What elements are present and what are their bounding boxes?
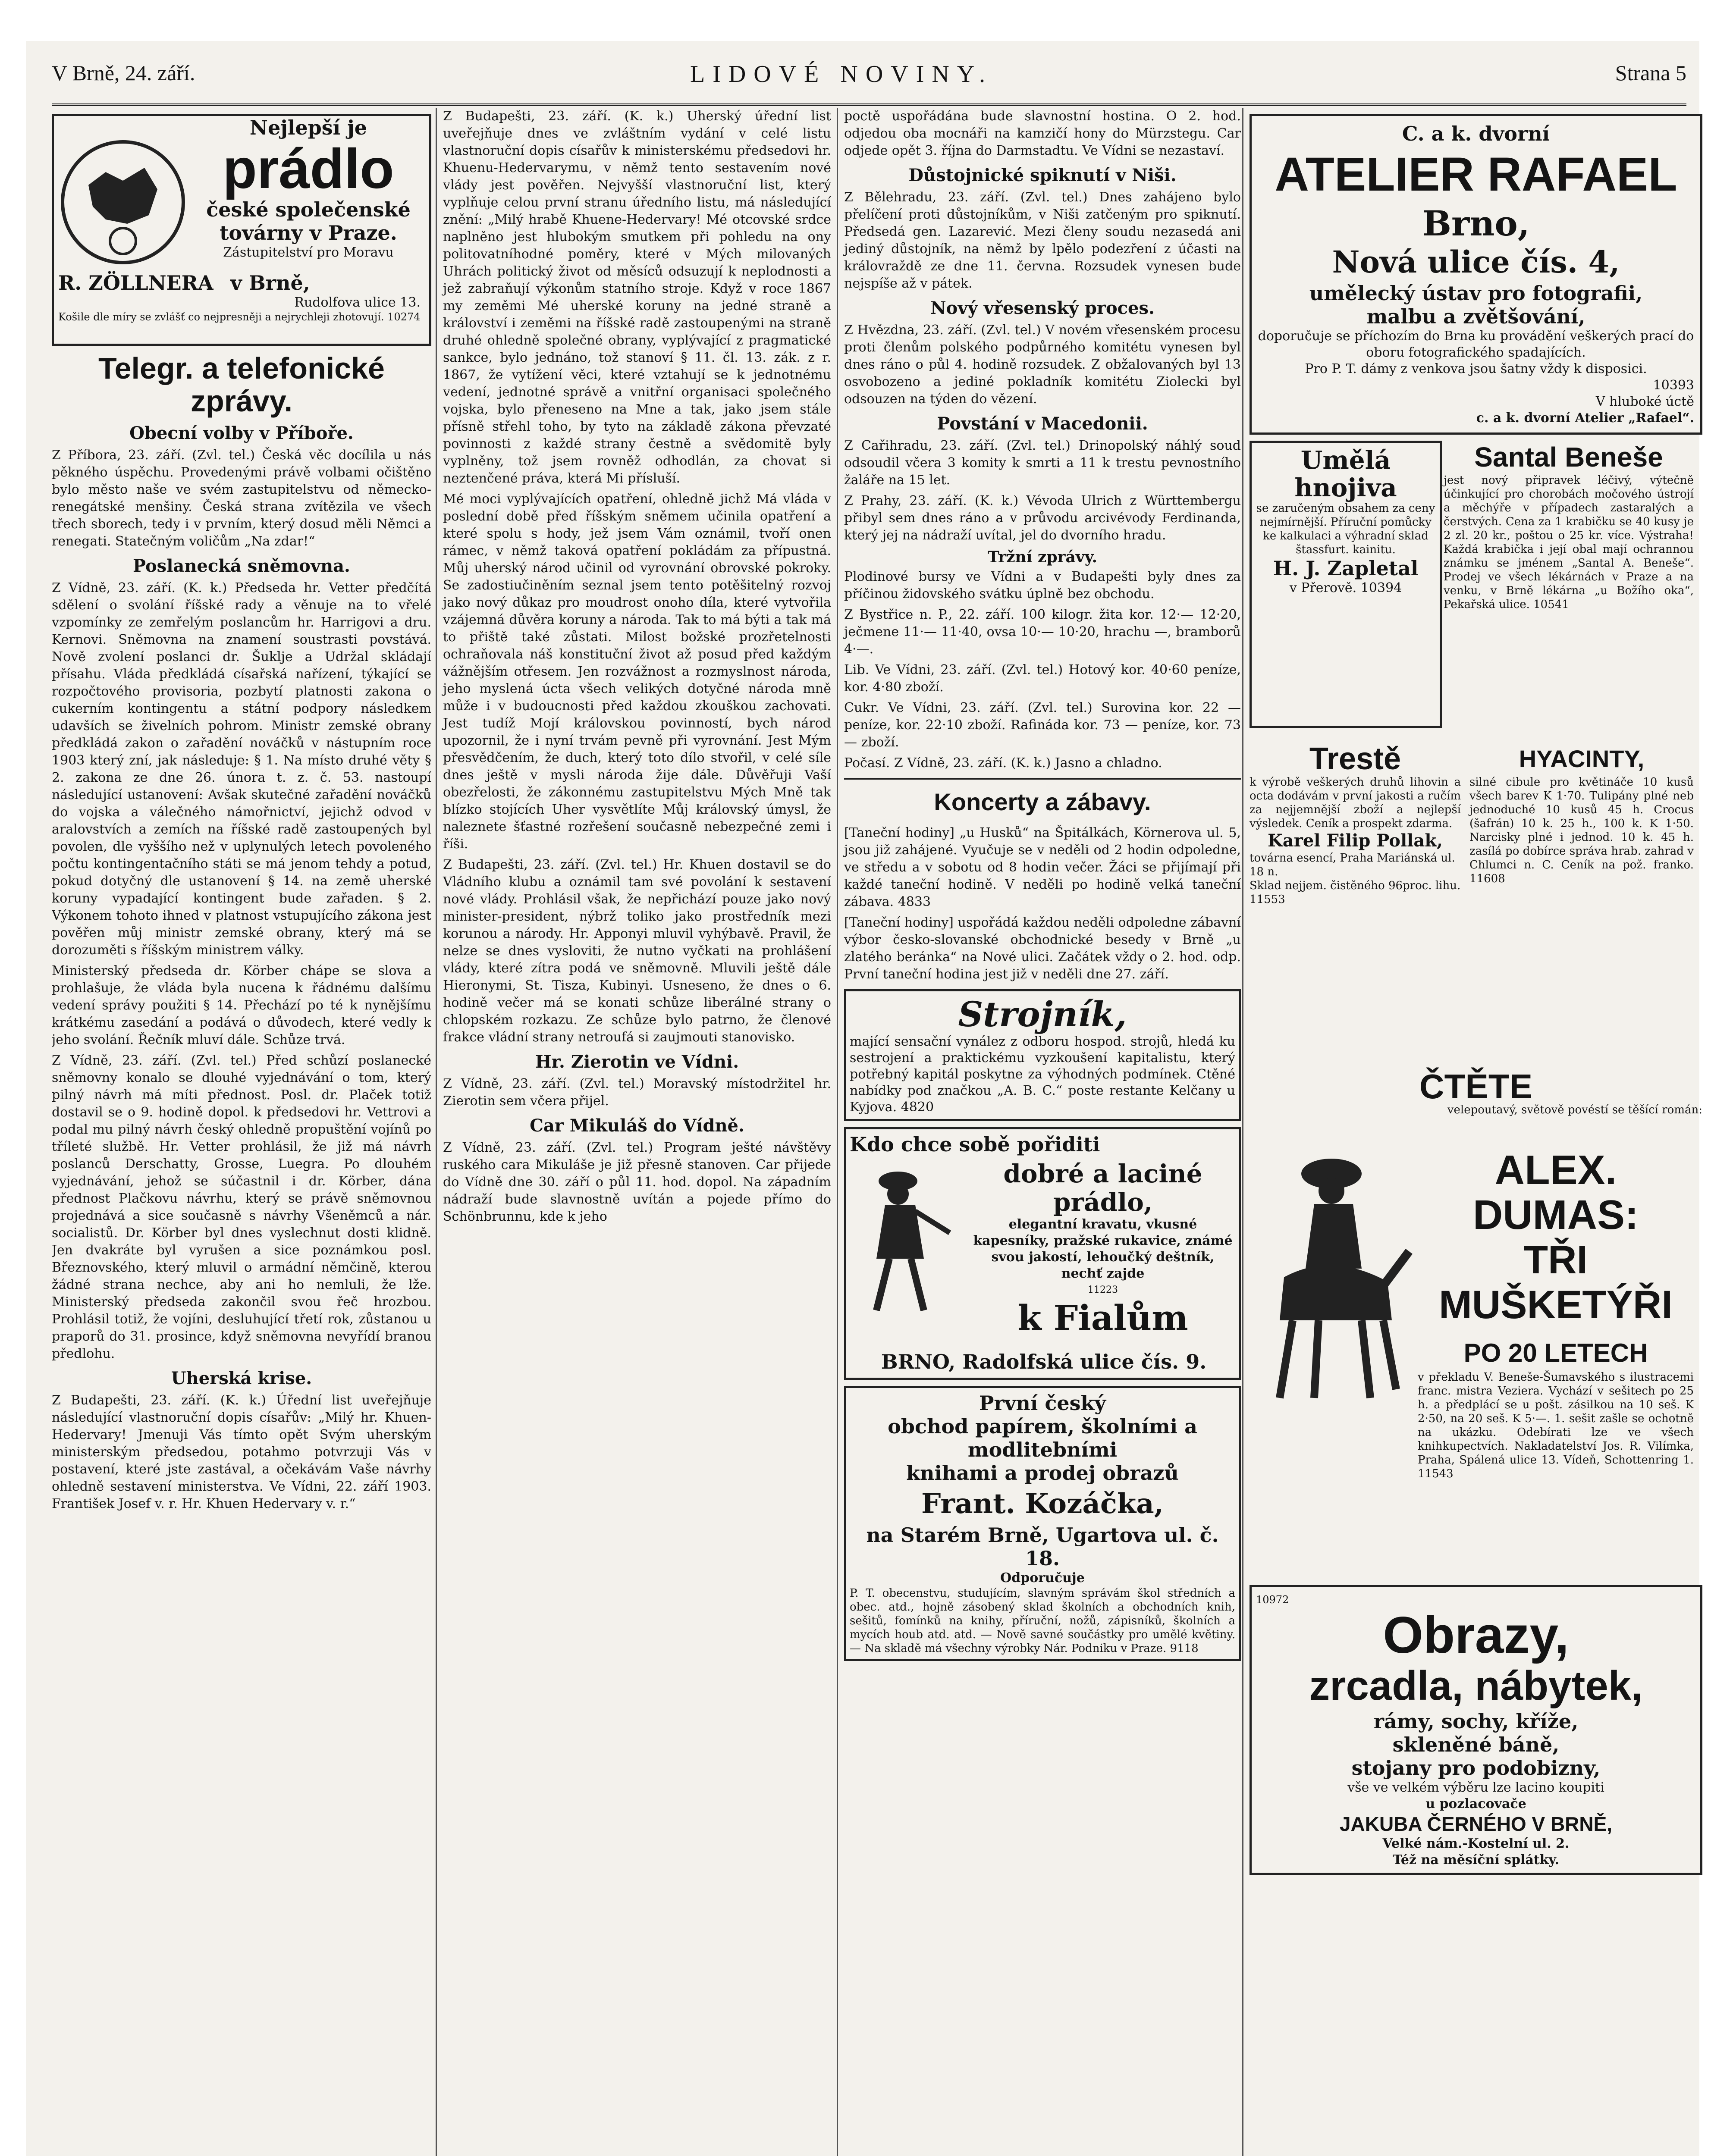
ad-hnojiva-name: H. J. Zapletal bbox=[1273, 557, 1419, 580]
article-trzni-4: Cukr. Ve Vídni, 23. září. (Zvl. tel.) Surovina kor. 22 — peníze, kor. 22·10 zboží. Rafináda kor. 73 — peníze, kor. 73 — zboží. bbox=[844, 700, 1241, 750]
ad-cerny-t2: zrcadla, nábytek, bbox=[1309, 1663, 1643, 1709]
article-trzni-2: Z Bystřice n. P., 22. září. 100 kilogr. žita kor. 12·— 12·20, ječmene 11·— 11·40, ovsa 10·— 10·20, hrachu —, bramborů 4·—. bbox=[844, 607, 1241, 657]
ad-rafael-line1: C. a k. dvorní bbox=[1402, 122, 1550, 145]
article-poslanecka-1: Z Vídně, 23. září. (K. k.) Předseda hr. Vetter předčítá sdělení o svolání říšské rady a věnuje na to vřelé vzpomínky ze zemřelým poslancům hr. Harrigovi a dru. Kernovi. Sněmovna na znamení soustrasti povstává. Nově zvolení poslanci dr. Šuklje a Udržal skládají přísahu. Vláda předkládá císařská nařízení, týkající se rozpočtového provisoria, pozbytí platnosti zakona o cukerním kontingentu a státní podpory následkem udavších se živelních pohrom. Ministr zemské obrany předkládá zakon o zařadění nováčků v nástupním roce 1903 který zní, jak následuje: § 1. Na místo druhé věty § 2. zakona ze dne 26. února t. z. č. 53. nastoupí následující ustanovení: Avšak skutečné zařadění nováčků do vojska a válečného námořnictví, jejichž odvod v aralovstvích a zemích na říšské radě zastoupených byl povolen, dle vyššího než v uplynulých letech povoleného počtu kontingentačního státi se má jenom tehdy a potud, pokud dotyčný dle ustanovení § 14. na země uherské koruny vypadající kontingent bude zařaden. § 2. Výkonem tohoto ihned v platnost vstupujícího zákona jest pověřen můj ministr zemské obrany, který má se dorozuměti s říšským ministrem války. bbox=[52, 580, 431, 958]
headline-zierotin: Hr. Zierotin ve Vídni. bbox=[535, 1052, 739, 1072]
ad-dumas-sub: velepoutavý, světově povéstí se těšící román: bbox=[1447, 1103, 1702, 1116]
ad-fialum-items: elegantní kravatu, vkusné kapesníky, pražské rukavice, známé svou jakostí, lehoučký deštník, nechť zajde bbox=[973, 1217, 1233, 1281]
notice-tanecni-2: [Taneční hodiny] uspořádá každou neděli odpoledne zábavní výbor česko-slovanské obchodnické besedy v Brně „u zlatého beránka“ na Nové ulici. Začátek vždy o 2. hod. odp. První taneční hodina jest již v neděli dne 27. září. bbox=[844, 915, 1241, 982]
ad-cerny-t7: u pozlacovače bbox=[1425, 1796, 1526, 1811]
musketeer-on-horse-illustration-icon bbox=[1250, 1139, 1413, 1407]
ad-kozacek-t2: obchod papírem, školními a modlitebními bbox=[888, 1415, 1197, 1461]
ad-zollner-title2: prádlo bbox=[223, 137, 394, 200]
ad-rafael-sign1: V hluboké úctě bbox=[1595, 394, 1694, 409]
ad-treste-addr2: Sklad nejjem. čistěného 96proc. lihu. 11553 bbox=[1250, 879, 1461, 906]
ad-rafael-title: ATELIER RAFAEL bbox=[1275, 148, 1677, 201]
article-budapest-3: Z Budapešti, 23. září. (Zvl. tel.) Hr. Khuen dostavil se do Vládního klubu a oznámil tam své povolání k sestavení nové vlády. Prohlásil však, že nepřichází pouze jako nový minister-president, nýbrž toliko jako prostředník mezi korunou a národy. Hr. Apponyi mluvil vyhýbavě. Pravil, že nelze se dnes vysloviti, že nutno vyčkati na prohlášení vlády, které zítra podá ve sněmovně. Mluvili ještě dále Hieronymi, St. Tisza, Kubinyi. Usneseno, že dnes o 6. hodině večer má se konati schůze liberálné strany o chlopském rozkazu. Ze schůze bylo patrno, že členové frakce vládní strany netroufá si zaujmouti stanovisko. bbox=[443, 857, 831, 1045]
ad-fialum-head: Kdo chce sobě pořiditi bbox=[850, 1133, 1100, 1156]
ad-hyacinty-text: silné cibule pro květináče 10 kusů všech barev K 1·70. Tulipány plné neb jednoduché 10 kusů 45 h. Crocus (šafrán) 10 k. 25 h., 100 k. K 1·50. Narcisky plné i jednod. 10 k. 45 h. zasílá po dobírce správa hrab. zahrad v Chlumci n. C. Ceník na pož. franko. 11608 bbox=[1469, 776, 1694, 885]
ad-hnojiva-city: v Přerově. 10394 bbox=[1289, 580, 1402, 595]
ad-hnojiva-text: se zaručeným obsahem za ceny nejmírnější. Příruční pomůcky ke kalkulaci a výhradní sklad štassfurt. kainitu. bbox=[1256, 502, 1435, 556]
ad-cerny-t6: vše ve velkém výběru lze lacino koupiti bbox=[1347, 1780, 1604, 1795]
ad-cerny-addr: Velké nám.-Kostelní ul. 2. bbox=[1382, 1836, 1570, 1851]
ad-hyacinty bbox=[1469, 743, 1694, 886]
section-title-concerts: Koncerty a zábavy. bbox=[934, 788, 1151, 815]
ad-dumas-name2: DUMAS: bbox=[1473, 1192, 1639, 1238]
headline-nis: Důstojnické spiknutí v Niši. bbox=[908, 165, 1177, 185]
ad-zollner-line2: továrny v Praze. bbox=[220, 221, 397, 244]
ad-hnojiva bbox=[1250, 441, 1442, 728]
headline-uherska-krise: Uherská krise. bbox=[171, 1368, 312, 1388]
ad-kozacek bbox=[844, 1386, 1241, 1661]
article-pribor: Z Příbora, 23. září. (Zvl. tel.) Česká věc docílila u nás pěkného úspěchu. Provedenými právě volbami očištěno bylo město naše ve svém zastupitelstvu od německo-renegátské menšiny. Česká strana zvítězila ve všech třech sborech, tedy i v prvním, který dosud měli Němci a renegati. Statečným voličům „Na zdar!“ bbox=[52, 448, 431, 549]
article-poslanecka-3: Z Vídně, 23. září. (Zvl. tel.) Před schůzí poslanecké sněmovny konalo se dlouhé vyjednávání o tom, který pilný návrh má míti přednost. Posl. dr. Plaček totiž dostavil se o 9. hodině dopol. k předsedovi hr. Vettrovi a podal mu pilný návrh český ohledně propuštění vojínů po tříleté službě. Hr. Vetter prohlásil, že již má návrh poslanců Derschatty, Grosse, Luegra. Po dlouhém vyjednávání, jehož se súčastnil i dr. Körber, dána přednost Plačkovu návrhu, který se právě sněmovnou projednává a sice současně s návrhy Všeněmců a nár. socialistů. Dr. Körber byl dnes vyslechnut dosti klidně. Jen dvakráte byl vyrušen a sice poznámkou posl. Březnovského, který mluvil o armádní němčině, kterou žádné strana nechce, aby ani ho nemluli, že lže. Ministerský předseda zakončil svou řeč hrozbou. Prohlásil totiž, že vojíni, desluhující třetí rok, zůstanou u praporů do 31. prosince, když sněmovna nevyřídí branou předlohu. bbox=[52, 1053, 431, 1361]
column-4 bbox=[1242, 108, 1702, 2156]
ad-rafael-sub1: umělecký ústav pro fotografii, bbox=[1309, 282, 1643, 305]
article-nis: Z Bělehradu, 23. září. (Zvl. tel.) Dnes zahájeno bylo přelíčení proti důstojníkům, v Niši zatčeným pro spiknutí. Předsedá gen. Lazarević. Mezi členy soudu nezasedá ani jediný důstojník, na němž by lpělo podezření z účasti na královraždě ze dne 11. června. Rozsudek vynesen bude nejspíše až v pátek. bbox=[844, 190, 1241, 291]
masthead bbox=[52, 52, 1686, 106]
notice-tanecni-1: [Taneční hodiny] „u Husků“ na Špitálkách, Körnerova ul. 5, jsou již zahájené. Vyučuje se v neděli od 2 hodin odpoledne, ve středu a v sobotu od 8 hodin večer. Žáci se přijímají při každé taneční hodině. V neděli po hodině velká taneční zábava. 4833 bbox=[844, 825, 1241, 909]
ad-cerny-t5: stojany pro podobizny, bbox=[1351, 1756, 1601, 1780]
fox-head-logo-icon bbox=[58, 138, 188, 267]
ad-strojnik-text: mající sensační vynález z odboru hospod. strojů, hledá ku sestrojení a praktickému vyzkoušení kapitalistu, který potřebný kapitál poskytne za výhodných podmínek. Ctěné nabídky pod značkou „A. B. C.“ poste restante Kelčany u Kyjova. 4820 bbox=[850, 1034, 1235, 1115]
article-zierotin: Z Vídně, 23. září. (Zvl. tel.) Moravský místodržitel hr. Zierotin sem včera přijel. bbox=[443, 1076, 831, 1109]
ad-rafael-street: Nová ulice čís. 4, bbox=[1332, 244, 1620, 280]
ad-dumas bbox=[1250, 1067, 1702, 1579]
ad-dumas-top: ČTĚTE bbox=[1419, 1067, 1533, 1106]
ad-zollner bbox=[52, 114, 431, 346]
ad-dumas-text: v překladu V. Beneše-Šumavského s ilustracemi franc. mistra Veziera. Vychází v sešitech po 25 h. a předplácí se u pošt. zásilkou na 10 seš. K 2·50, na 20 seš. K 5·—. 1. sešit zašle se ochotně na ukázku. Odebírati lze ve všech knihkupectvích. Nakladatelství Jos. R. Vilímka, Praha, Spálená ulice 13. Vídeň, Schottenring 1. 11543 bbox=[1418, 1371, 1694, 1480]
ad-rafael-text2: Pro P. T. dámy z venkova jsou šatny vždy k disposici. bbox=[1305, 361, 1647, 376]
ad-cerny-t3: rámy, sochy, kříže, bbox=[1373, 1710, 1579, 1733]
divider bbox=[844, 778, 1241, 780]
newspaper-title: LIDOVÉ NOVINY. bbox=[690, 61, 993, 88]
article-budapest-1: Z Budapešti, 23. září. (K. k.) Uherský úřední list uveřejňuje dnes ve zvláštním vydání v celé listu vlastnoruční dopis císařův k ministerskému předsedovi hr. Khuenu-Hedervarymu, v němž tento sestavením nové vlády jest pověřen. Nejvyšší vlastnoruční list, který vyplňuje celou první stranu úředního listu, má následující znění: „Milý hrabě Khuene-Hedervary! Mé otcovské srdce naplněno jest hlubokým smutkem při pohledu na ony politovatníhodné poměry, které v Mých milovaných Uhrách politický život od měsíců odsuzují k neplodnosti a jež zabraňují výkonům statního stroje. Když v roce 1867 my zeměmi Mé uherské koruny na jedné straně a království i zeměmi na říšské radě zastoupenými na straně druhé ohledně společné obrany, vyplývající z pragmatické sankce, bylo jednáno, tož stanoví § 11. čl. 13. zák. z r. 1867, že vytížení věci, které vztahují se k jednotnému vedení, jednotné správě a vnitřní organisaci společného vojska, bylo přeneseno na Mne a tak, jako jsem stále přísně střehl toho, by tyto na základě zákona převzaté povinnosti z každé strany čestně a svědomitě byly vyplněny, tož jsem rovněž odhodlán, za chovat si neztenčené práva, která Mi přísluší. bbox=[443, 109, 831, 486]
ad-dumas-name1: ALEX. bbox=[1494, 1147, 1617, 1193]
ad-zollner-note: Košile dle míry se zvlášť co nejpresněji a nejrychleji zhotovují. 10274 bbox=[58, 311, 421, 323]
headline-pribor: Obecní volby v Příboře. bbox=[129, 423, 354, 443]
ad-santal-text: jest nový připravek léčivý, výtečně účinkující pro chorobách močového ústrojí a měchýře v případech zastaralých a čerstvých. Cena za 1 krabičku se 40 kusy je 2 zl. 20 kr., poštou o 25 kr. více. Výstraha! Každá krabička i její obal mají ochrannou známku se jménem „Santal A. Beneše“. Prodej ve všech lékárnách v Praze a na venku, v Brně lékárna „u Božího oka“, Pekařská ulice. 10541 bbox=[1444, 474, 1694, 611]
ad-kozacek-name: Frant. Kozáčka, bbox=[921, 1488, 1164, 1520]
column-2 bbox=[436, 108, 831, 2156]
ad-rafael-sub2: malbu a zvětšování, bbox=[1366, 305, 1585, 328]
ad-fialum-name: k Fialům bbox=[1017, 1297, 1188, 1338]
article-pocasi: Počasí. Z Vídně, 23. září. (K. k.) Jasno a chladno. bbox=[844, 755, 1162, 771]
ad-rafael-city: Brno, bbox=[1422, 203, 1530, 244]
ad-cerny-t4: skleněné báně, bbox=[1392, 1733, 1560, 1756]
ad-zollner-line3: Zástupitelství pro Moravu bbox=[223, 245, 394, 260]
ad-kozacek-h: Odporučuje bbox=[1000, 1570, 1085, 1586]
ad-zollner-city: v Brně, bbox=[230, 271, 310, 295]
headline-poslanecka: Poslanecká sněmovna. bbox=[133, 556, 350, 576]
ad-santal-title: Santal Beneše bbox=[1474, 442, 1663, 473]
headline-trzni: Tržní zprávy. bbox=[987, 548, 1098, 566]
ad-rafael-num: 10393 bbox=[1653, 378, 1694, 393]
ad-cerny-t1: Obrazy, bbox=[1383, 1606, 1569, 1664]
ad-dumas-after: PO 20 LETECH bbox=[1463, 1338, 1648, 1367]
ad-fialum bbox=[844, 1127, 1241, 1380]
article-macedonie: Z Cařihradu, 23. září. (Zvl. tel.) Drinopolský náhlý soud odsoudil včera 3 komity k smrti a 11 k trestu pevnostního žaláře na 15 let. bbox=[844, 438, 1241, 488]
ad-fialum-num: 11223 bbox=[1088, 1285, 1118, 1295]
ad-treste-addr: továrna esencí, Praha Mariánská ul. 18 n. bbox=[1250, 852, 1455, 878]
ad-row-treste-hyacinty bbox=[1250, 743, 1702, 1070]
ad-treste bbox=[1250, 743, 1461, 906]
ad-zollner-name: R. ZÖLLNERA bbox=[58, 271, 213, 295]
ad-zollner-title1: Nejlepší je bbox=[249, 116, 367, 139]
article-uherska-krise: Z Budapešti, 23. září. (K. k.) Úřední list uveřejňuje následující vlastnoruční dopis císařův: „Milý hr. Khuen-Hedervary! Jmenuji Vás tímto opět Svým uherským ministerským předsedou, potahmo potvrzuji Vás v postavení, které jste zastával, a očekávám Vaše návrhy ohledně sestavení ministerstva. Ve Vídni, 22. září 1903. František Josef v. r. Hr. Khuen Hedervary v. r.“ bbox=[52, 1393, 431, 1511]
section-title-telegrams: Telegr. a telefonické zprávy. bbox=[98, 351, 385, 418]
ad-hnojiva-title: Umělá hnojiva bbox=[1294, 445, 1397, 502]
date-header: V Brně, 24. září. bbox=[52, 61, 195, 85]
ad-dumas-book: TŘI MUŠKETÝŘI bbox=[1439, 1238, 1673, 1327]
article-poslanecka-2: Ministerský předseda dr. Körber chápe se slova a prohlašuje, že vláda byla nucena k řádnému dalšímu vedení správy použiti § 14. Přechází po té k nynějšímu krátkému zasedání a podává o důvodech, které vedly k jeho svolání. Řečník mluví dále. Schůze trvá. bbox=[52, 963, 431, 1047]
ad-kozacek-t3: knihami a prodej obrazů bbox=[906, 1461, 1179, 1485]
ad-rafael-text: doporučuje se příchozím do Brna ku provádění veškerých prací do oboru fotografického spadajících. bbox=[1258, 329, 1694, 360]
article-car-cont: poctě uspořádána bude slavnostní hostina. O 2. hod. odjedou oba mocnáři na kamzičí hony do Mürzstegu. Car odjede opět 3. října do Darmstadtu. Ve Vídni se nezastaví. bbox=[844, 109, 1241, 158]
headline-macedonie: Povstání v Macedonii. bbox=[937, 414, 1148, 434]
article-vresensky: Z Hvězdna, 23. září. (Zvl. tel.) V novém vřesenském procesu proti členům polského podpůrného komitétu vynesen byl dnes ráno o půl 4. hodině rozsudek. Z obžalovaných byl 13 osvobozeno a jediné pokladník komitétu Ziolecki byl odsouzen na týden do vězení. bbox=[844, 323, 1241, 407]
article-trzni-1: Plodinové bursy ve Vídni a v Budapešti byly dnes za příčinou židovského svátku úplně bez obchodu. bbox=[844, 569, 1241, 602]
ad-row-hnojiva-santal bbox=[1250, 441, 1702, 743]
article-trzni-3: Lib. Ve Vídni, 23. září. (Zvl. tel.) Hotový kor. 40·60 peníze, kor. 4·80 zboží. bbox=[844, 662, 1241, 695]
ad-cerny-foot: Též na měsíční splátky. bbox=[1393, 1852, 1559, 1868]
ad-cerny-name: JAKUBA ČERNÉHO V BRNĚ, bbox=[1339, 1813, 1613, 1835]
headline-vresensky: Nový vřesenský proces. bbox=[930, 298, 1155, 318]
ad-cerny-num: 10972 bbox=[1256, 1594, 1289, 1606]
ad-fialum-big: dobré a laciné prádlo, bbox=[1003, 1159, 1202, 1217]
headline-car: Car Mikuláš do Vídně. bbox=[530, 1116, 744, 1136]
column-3 bbox=[837, 108, 1241, 2156]
ad-kozacek-text: P. T. obecenstvu, studujícím, slavným správám škol středních a obec. atd., hojně zásobený sklad školních a obchodních knih, sešitů, fomínků na knihy, příruční, nožů, zápisníků, školních a mycích houb atd. atd. — Nově savné součástky pro umělé květiny. — Na skladě má všechny výrobky Nár. Podniku v Praze. 9118 bbox=[850, 1587, 1235, 1655]
ad-treste-title: Trestě bbox=[1309, 742, 1401, 776]
ad-treste-name: Karel Filip Pollak, bbox=[1268, 830, 1443, 851]
ad-treste-text: k výrobě veškerých druhů lihovin a octa dodávám v první jakosti a ručím za nejjemnější zboží a nejlepší výsledek. Ceník a prospekt zdarma. bbox=[1250, 776, 1461, 830]
ad-zollner-line1: české společenské bbox=[206, 198, 411, 221]
ad-strojnik-title: Strojník, bbox=[958, 994, 1127, 1034]
ad-santal bbox=[1444, 441, 1694, 611]
ad-strojnik bbox=[844, 989, 1241, 1121]
ad-zollner-address: Rudolfova ulice 13. bbox=[294, 295, 421, 310]
ad-kozacek-t1: První český bbox=[979, 1391, 1106, 1415]
ad-rafael bbox=[1250, 114, 1702, 435]
ad-kozacek-addr: na Starém Brně, Ugartova ul. č. 18. bbox=[866, 1523, 1219, 1570]
ad-rafael-sign2: c. a k. dvorní Atelier „Rafael“. bbox=[1476, 411, 1694, 426]
column-1 bbox=[52, 108, 431, 2156]
article-budapest-2: Mé moci vyplývajících opatření, ohledně jichž Má vláda v poslední době před říšským sněmem učinila opatření a které spolu s hody, jež jsem Vám oznámil, tvoří onen rámec, v němž taková opatření pokládám za přípustná. Můj uherský národ učinil od vyrovnání obrovské pokroky. Se zadostiučiněním seznal jsem tento potěšitelný rozvoj jako nový důkaz pro moudrost onoho díla, které vytvořila vzájemná důvěra koruny a národa. Tak to má býti a tak má to přiště také zůstati. Milost božské prozřetelnosti ochraňovala náš konstituční život až posud před každým vážnějším otřesem. Jen rozvážnost a rozmyslnost národa, jeho myslená úcta všech velikých dotyčné národa mně může i v budoucnosti před každou zkouškou zachovati. Jest tudíž Mojí královskou povinností, bych národ upozornil, že i nyní trvám pevně při vyrovnání. Jest Mým přesvědčením, že duch, který toto dílo stvořil, v celé síle dnes ještě v mysli národa žije dále. Důvěřuji Vaší obezřelosti, že zákonnému zastupitelstvu Mých Mně tak blízko stojících Uher vysvětlíte Můj královský úmysl, že naleznete šťastné rozřešení současně nebezpečné zemi i říši. bbox=[443, 492, 831, 852]
walking-man-illustration-icon bbox=[851, 1164, 963, 1319]
ad-hyacinty-title: HYACINTY, bbox=[1519, 745, 1645, 772]
article-car: Z Vídně, 23. září. (Zvl. tel.) Program ješté návštěvy ruského cara Mikuláše je již přesně stanoven. Car přijede do Vídně dne 30. září o půl 11. hod. dopol. Na západním nádraží bude slavnostně uvítán a pojede přímo do Schönbrunnu, kde k jeho bbox=[443, 1140, 831, 1224]
ad-cerny bbox=[1250, 1585, 1702, 1875]
page-number: Strana 5 bbox=[1615, 61, 1686, 85]
ad-fialum-addr: BRNO, Radolfská ulice čís. 9. bbox=[881, 1350, 1207, 1373]
article-praha: Z Prahy, 23. září. (K. k.) Vévoda Ulrich z Württembergu přibyl sem dnes ráno a v průvodu arcivévody Ferdinanda, který jej na nádraží uvítal, jel do dvorního hradu. bbox=[844, 493, 1241, 543]
